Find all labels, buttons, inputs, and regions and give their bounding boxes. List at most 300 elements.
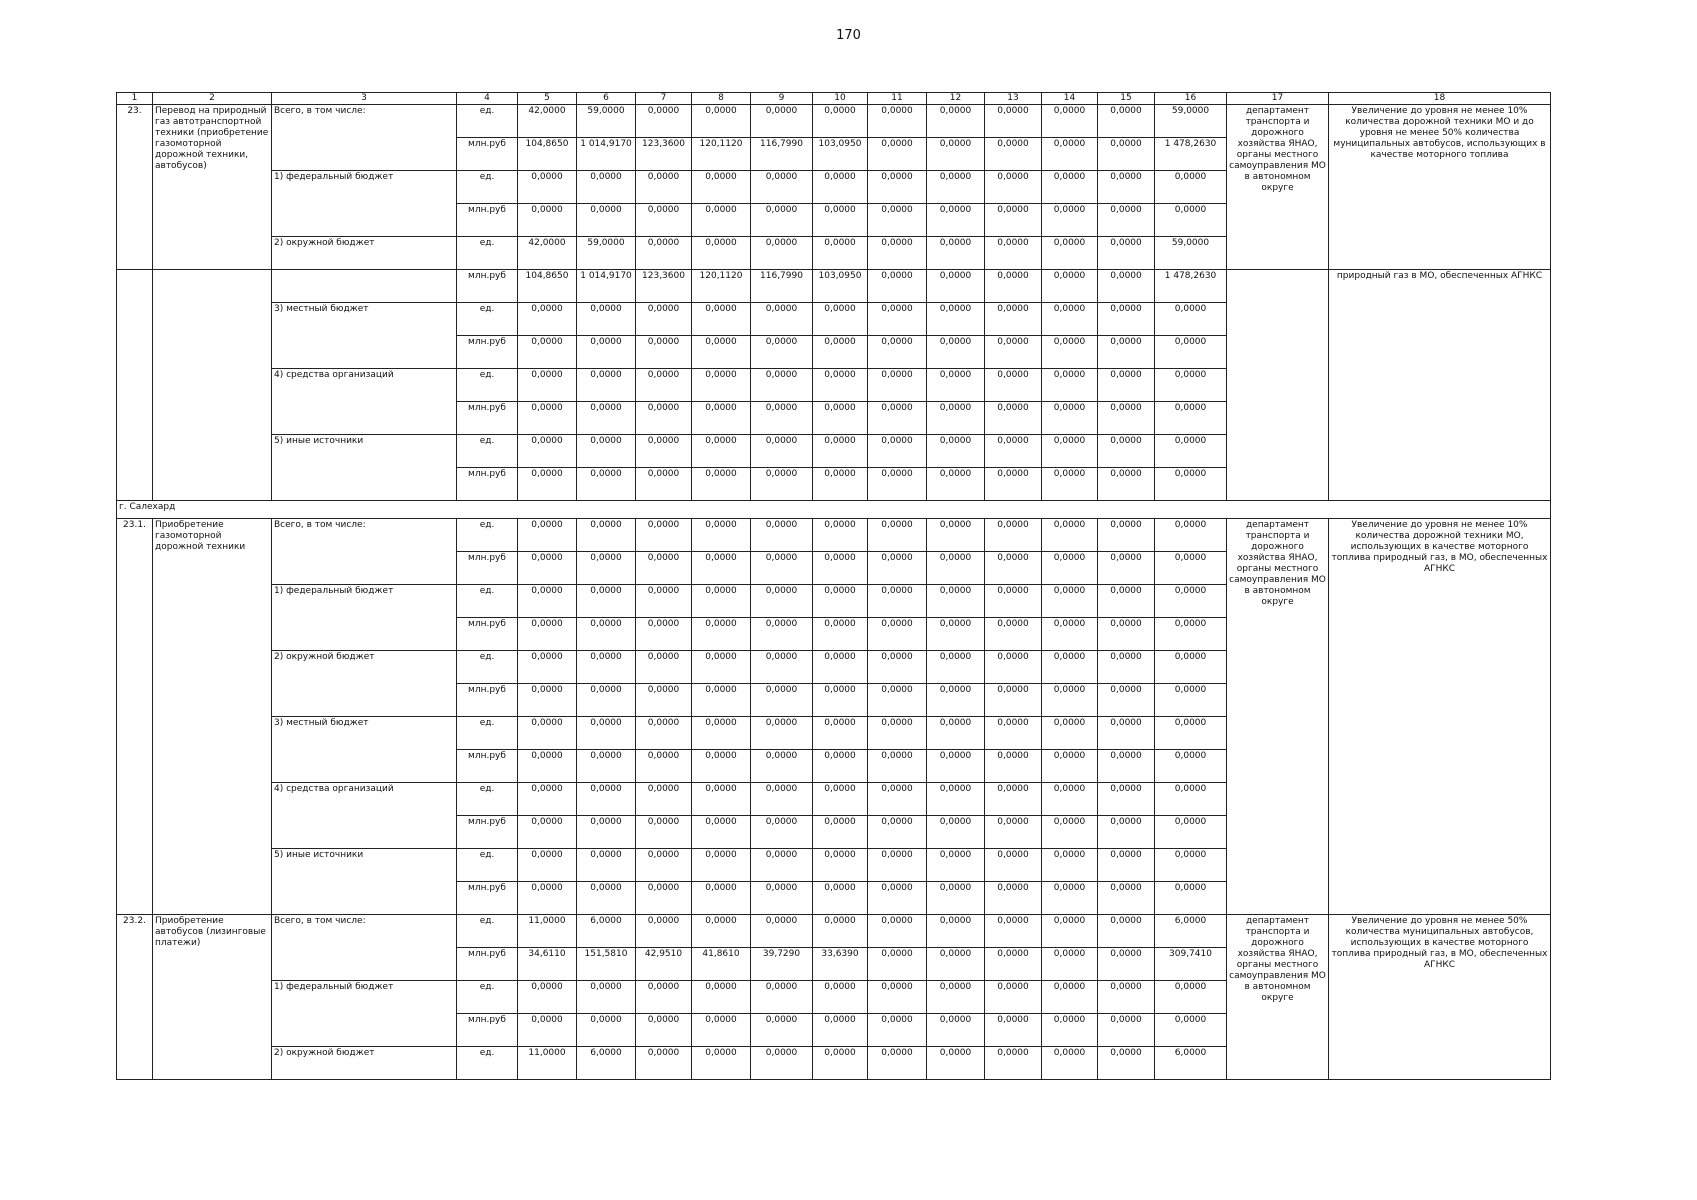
- item-name: [153, 270, 272, 501]
- value-cell: 0,0000: [1098, 618, 1155, 651]
- value-cell: 0,0000: [751, 336, 813, 369]
- unit: ед.: [457, 981, 518, 1014]
- value-cell: 0,0000: [927, 981, 985, 1014]
- value-cell: 0,0000: [1098, 1047, 1155, 1080]
- value-cell: 0,0000: [577, 468, 636, 501]
- value-cell: 59,0000: [1155, 237, 1227, 270]
- value-cell: 0,0000: [868, 552, 927, 585]
- value-cell: 0,0000: [985, 552, 1042, 585]
- column-number: 13: [985, 93, 1042, 105]
- value-cell: 0,0000: [927, 105, 985, 138]
- value-cell: 0,0000: [1155, 171, 1227, 204]
- value-cell: 0,0000: [636, 849, 692, 882]
- value-cell: 0,0000: [577, 618, 636, 651]
- unit: ед.: [457, 915, 518, 948]
- value-cell: 0,0000: [636, 171, 692, 204]
- unit: млн.руб: [457, 948, 518, 981]
- value-cell: 0,0000: [692, 468, 751, 501]
- unit: млн.руб: [457, 618, 518, 651]
- value-cell: 0,0000: [813, 915, 868, 948]
- value-cell: 0,0000: [868, 519, 927, 552]
- value-cell: 42,0000: [518, 105, 577, 138]
- unit: ед.: [457, 1047, 518, 1080]
- value-cell: 0,0000: [1155, 303, 1227, 336]
- value-cell: 0,0000: [1098, 915, 1155, 948]
- value-cell: 0,0000: [1098, 783, 1155, 816]
- value-cell: 0,0000: [577, 816, 636, 849]
- value-cell: 0,0000: [927, 1014, 985, 1047]
- value-cell: 0,0000: [751, 402, 813, 435]
- value-cell: 0,0000: [927, 336, 985, 369]
- value-cell: 0,0000: [1042, 585, 1098, 618]
- value-cell: 0,0000: [692, 1047, 751, 1080]
- value-cell: 0,0000: [813, 105, 868, 138]
- funding-source: 4) средства организаций: [272, 783, 457, 849]
- value-cell: 33,6390: [813, 948, 868, 981]
- value-cell: 0,0000: [868, 651, 927, 684]
- value-cell: 0,0000: [813, 468, 868, 501]
- value-cell: 0,0000: [751, 519, 813, 552]
- value-cell: 0,0000: [1098, 435, 1155, 468]
- value-cell: 0,0000: [985, 138, 1042, 171]
- value-cell: 0,0000: [1098, 717, 1155, 750]
- value-cell: 0,0000: [1098, 402, 1155, 435]
- value-cell: 0,0000: [1098, 237, 1155, 270]
- value-cell: 0,0000: [868, 138, 927, 171]
- value-cell: 104,8650: [518, 138, 577, 171]
- value-cell: 0,0000: [985, 402, 1042, 435]
- value-cell: 151,5810: [577, 948, 636, 981]
- value-cell: 59,0000: [577, 105, 636, 138]
- value-cell: 0,0000: [751, 684, 813, 717]
- value-cell: 0,0000: [1155, 519, 1227, 552]
- value-cell: 0,0000: [636, 105, 692, 138]
- value-cell: 0,0000: [1042, 468, 1098, 501]
- value-cell: 0,0000: [927, 816, 985, 849]
- value-cell: 0,0000: [692, 816, 751, 849]
- value-cell: 0,0000: [813, 237, 868, 270]
- value-cell: 0,0000: [985, 849, 1042, 882]
- funding-source: 2) окружной бюджет: [272, 237, 457, 270]
- value-cell: 0,0000: [577, 750, 636, 783]
- table-row: [117, 270, 1551, 303]
- unit: ед.: [457, 303, 518, 336]
- value-cell: 0,0000: [927, 369, 985, 402]
- value-cell: 0,0000: [636, 618, 692, 651]
- unit: ед.: [457, 171, 518, 204]
- unit: млн.руб: [457, 138, 518, 171]
- value-cell: 0,0000: [636, 369, 692, 402]
- value-cell: 0,0000: [985, 882, 1042, 915]
- value-cell: 0,0000: [813, 882, 868, 915]
- column-number: 7: [636, 93, 692, 105]
- value-cell: 0,0000: [927, 684, 985, 717]
- value-cell: 39,7290: [751, 948, 813, 981]
- column-number: 6: [577, 93, 636, 105]
- value-cell: 59,0000: [577, 237, 636, 270]
- value-cell: 0,0000: [1155, 882, 1227, 915]
- value-cell: 0,0000: [868, 948, 927, 981]
- value-cell: 0,0000: [927, 849, 985, 882]
- value-cell: 0,0000: [751, 882, 813, 915]
- value-cell: 0,0000: [1098, 882, 1155, 915]
- funding-source: Всего, в том числе:: [272, 105, 457, 171]
- value-cell: 0,0000: [868, 915, 927, 948]
- unit: ед.: [457, 717, 518, 750]
- value-cell: 0,0000: [1098, 816, 1155, 849]
- value-cell: 0,0000: [692, 552, 751, 585]
- funding-source: [272, 270, 457, 303]
- table-row: [117, 105, 1551, 138]
- value-cell: 0,0000: [1042, 105, 1098, 138]
- value-cell: 6,0000: [577, 1047, 636, 1080]
- value-cell: 41,8610: [692, 948, 751, 981]
- value-cell: 0,0000: [1155, 717, 1227, 750]
- value-cell: 0,0000: [927, 750, 985, 783]
- value-cell: 0,0000: [868, 204, 927, 237]
- value-cell: 0,0000: [813, 717, 868, 750]
- item-number: [117, 270, 153, 501]
- unit: ед.: [457, 237, 518, 270]
- value-cell: 0,0000: [813, 204, 868, 237]
- unit: млн.руб: [457, 684, 518, 717]
- value-cell: 0,0000: [1098, 468, 1155, 501]
- value-cell: 0,0000: [1098, 981, 1155, 1014]
- value-cell: 0,0000: [1098, 519, 1155, 552]
- funding-source: 2) окружной бюджет: [272, 1047, 457, 1080]
- value-cell: 0,0000: [692, 618, 751, 651]
- item-number: 23.1.: [117, 519, 153, 915]
- value-cell: 0,0000: [868, 369, 927, 402]
- value-cell: 1 014,9170: [577, 270, 636, 303]
- value-cell: 0,0000: [985, 468, 1042, 501]
- value-cell: 0,0000: [868, 750, 927, 783]
- value-cell: 0,0000: [927, 717, 985, 750]
- value-cell: 0,0000: [1042, 1014, 1098, 1047]
- value-cell: 0,0000: [813, 369, 868, 402]
- value-cell: 0,0000: [813, 816, 868, 849]
- value-cell: 0,0000: [692, 585, 751, 618]
- value-cell: 0,0000: [1155, 651, 1227, 684]
- value-cell: 0,0000: [985, 618, 1042, 651]
- unit: млн.руб: [457, 270, 518, 303]
- executor: [1227, 270, 1329, 501]
- value-cell: 0,0000: [518, 303, 577, 336]
- value-cell: 0,0000: [1098, 750, 1155, 783]
- value-cell: 0,0000: [1155, 981, 1227, 1014]
- value-cell: 0,0000: [813, 981, 868, 1014]
- value-cell: 0,0000: [577, 783, 636, 816]
- value-cell: 0,0000: [751, 303, 813, 336]
- budget-table: [116, 92, 1551, 1080]
- value-cell: 0,0000: [868, 402, 927, 435]
- value-cell: 0,0000: [927, 948, 985, 981]
- value-cell: 0,0000: [1155, 369, 1227, 402]
- value-cell: 0,0000: [1042, 270, 1098, 303]
- column-number: 10: [813, 93, 868, 105]
- value-cell: 6,0000: [1155, 1047, 1227, 1080]
- funding-source: 3) местный бюджет: [272, 303, 457, 369]
- value-cell: 0,0000: [636, 915, 692, 948]
- value-cell: 0,0000: [751, 552, 813, 585]
- value-cell: 0,0000: [518, 369, 577, 402]
- value-cell: 0,0000: [1042, 204, 1098, 237]
- value-cell: 0,0000: [985, 783, 1042, 816]
- table-row: [117, 519, 1551, 552]
- value-cell: 123,3600: [636, 270, 692, 303]
- column-number: 14: [1042, 93, 1098, 105]
- value-cell: 0,0000: [1042, 816, 1098, 849]
- item-name: Приобретение газомоторной дорожной техники: [153, 519, 272, 915]
- unit: ед.: [457, 369, 518, 402]
- value-cell: 0,0000: [577, 849, 636, 882]
- value-cell: 0,0000: [1042, 402, 1098, 435]
- value-cell: 0,0000: [1042, 750, 1098, 783]
- value-cell: 0,0000: [692, 171, 751, 204]
- value-cell: 0,0000: [1042, 651, 1098, 684]
- value-cell: 123,3600: [636, 138, 692, 171]
- value-cell: 0,0000: [692, 849, 751, 882]
- value-cell: 0,0000: [692, 915, 751, 948]
- value-cell: 0,0000: [1042, 618, 1098, 651]
- value-cell: 0,0000: [985, 435, 1042, 468]
- unit: ед.: [457, 585, 518, 618]
- value-cell: 0,0000: [577, 435, 636, 468]
- value-cell: 0,0000: [985, 717, 1042, 750]
- value-cell: 0,0000: [927, 435, 985, 468]
- value-cell: 0,0000: [868, 336, 927, 369]
- column-number: 5: [518, 93, 577, 105]
- value-cell: 0,0000: [868, 270, 927, 303]
- value-cell: 0,0000: [813, 1014, 868, 1047]
- column-number: 15: [1098, 93, 1155, 105]
- value-cell: 0,0000: [813, 1047, 868, 1080]
- value-cell: 0,0000: [1155, 750, 1227, 783]
- value-cell: 0,0000: [518, 171, 577, 204]
- value-cell: 0,0000: [577, 552, 636, 585]
- value-cell: 0,0000: [985, 237, 1042, 270]
- unit: ед.: [457, 651, 518, 684]
- value-cell: 0,0000: [636, 717, 692, 750]
- value-cell: 0,0000: [1042, 237, 1098, 270]
- value-cell: 0,0000: [692, 336, 751, 369]
- value-cell: 0,0000: [692, 882, 751, 915]
- city-row: [117, 501, 1551, 519]
- value-cell: 0,0000: [813, 849, 868, 882]
- value-cell: 0,0000: [692, 369, 751, 402]
- funding-source: 3) местный бюджет: [272, 717, 457, 783]
- value-cell: 0,0000: [636, 750, 692, 783]
- value-cell: 0,0000: [868, 717, 927, 750]
- value-cell: 0,0000: [868, 783, 927, 816]
- item-number: 23.2.: [117, 915, 153, 1080]
- value-cell: 0,0000: [1098, 204, 1155, 237]
- value-cell: 0,0000: [868, 435, 927, 468]
- value-cell: 0,0000: [636, 1047, 692, 1080]
- value-cell: 0,0000: [927, 468, 985, 501]
- value-cell: 0,0000: [692, 717, 751, 750]
- value-cell: 0,0000: [813, 402, 868, 435]
- value-cell: 0,0000: [692, 981, 751, 1014]
- value-cell: 0,0000: [636, 585, 692, 618]
- value-cell: 0,0000: [927, 204, 985, 237]
- value-cell: 0,0000: [927, 585, 985, 618]
- value-cell: 0,0000: [1042, 138, 1098, 171]
- column-number: 11: [868, 93, 927, 105]
- value-cell: 0,0000: [518, 552, 577, 585]
- value-cell: 0,0000: [692, 435, 751, 468]
- value-cell: 104,8650: [518, 270, 577, 303]
- unit: млн.руб: [457, 750, 518, 783]
- value-cell: 0,0000: [1042, 783, 1098, 816]
- value-cell: 0,0000: [1098, 552, 1155, 585]
- value-cell: 0,0000: [518, 402, 577, 435]
- value-cell: 0,0000: [868, 981, 927, 1014]
- value-cell: 42,0000: [518, 237, 577, 270]
- value-cell: 0,0000: [1155, 816, 1227, 849]
- table-row: [117, 915, 1551, 948]
- value-cell: 0,0000: [636, 816, 692, 849]
- value-cell: 0,0000: [813, 783, 868, 816]
- value-cell: 0,0000: [751, 816, 813, 849]
- value-cell: 0,0000: [751, 585, 813, 618]
- funding-source: 5) иные источники: [272, 849, 457, 915]
- value-cell: 0,0000: [813, 750, 868, 783]
- value-cell: 0,0000: [1155, 552, 1227, 585]
- value-cell: 0,0000: [1155, 849, 1227, 882]
- value-cell: 0,0000: [985, 981, 1042, 1014]
- value-cell: 0,0000: [751, 171, 813, 204]
- value-cell: 0,0000: [1098, 171, 1155, 204]
- column-number-header: [117, 93, 1551, 105]
- value-cell: 0,0000: [577, 585, 636, 618]
- value-cell: 0,0000: [577, 684, 636, 717]
- value-cell: 0,0000: [518, 519, 577, 552]
- column-number: 4: [457, 93, 518, 105]
- unit: ед.: [457, 849, 518, 882]
- value-cell: 6,0000: [577, 915, 636, 948]
- value-cell: 0,0000: [751, 717, 813, 750]
- value-cell: 0,0000: [927, 138, 985, 171]
- value-cell: 0,0000: [1042, 303, 1098, 336]
- column-number: 17: [1227, 93, 1329, 105]
- value-cell: 0,0000: [636, 204, 692, 237]
- value-cell: 42,9510: [636, 948, 692, 981]
- value-cell: 0,0000: [1042, 336, 1098, 369]
- column-number: 2: [153, 93, 272, 105]
- value-cell: 0,0000: [927, 783, 985, 816]
- value-cell: 0,0000: [751, 204, 813, 237]
- value-cell: 103,0950: [813, 270, 868, 303]
- value-cell: 0,0000: [1042, 849, 1098, 882]
- unit: ед.: [457, 519, 518, 552]
- column-number: 18: [1329, 93, 1551, 105]
- value-cell: 1 478,2630: [1155, 138, 1227, 171]
- value-cell: 0,0000: [813, 618, 868, 651]
- value-cell: 0,0000: [927, 171, 985, 204]
- value-cell: 0,0000: [577, 519, 636, 552]
- value-cell: 0,0000: [868, 684, 927, 717]
- value-cell: 116,7990: [751, 138, 813, 171]
- value-cell: 34,6110: [518, 948, 577, 981]
- value-cell: 59,0000: [1155, 105, 1227, 138]
- value-cell: 0,0000: [1098, 369, 1155, 402]
- value-cell: 0,0000: [813, 435, 868, 468]
- value-cell: 0,0000: [518, 783, 577, 816]
- value-cell: 0,0000: [751, 468, 813, 501]
- value-cell: 0,0000: [518, 717, 577, 750]
- value-cell: 0,0000: [518, 816, 577, 849]
- value-cell: 0,0000: [1098, 336, 1155, 369]
- value-cell: 0,0000: [1042, 915, 1098, 948]
- value-cell: 0,0000: [692, 303, 751, 336]
- value-cell: 0,0000: [518, 684, 577, 717]
- column-number: 3: [272, 93, 457, 105]
- unit: млн.руб: [457, 882, 518, 915]
- value-cell: 0,0000: [927, 303, 985, 336]
- value-cell: 0,0000: [985, 915, 1042, 948]
- value-cell: 0,0000: [985, 1014, 1042, 1047]
- value-cell: 0,0000: [985, 948, 1042, 981]
- expected-result: Увеличение до уровня не менее 10% количества дорожной техники МО, использующих в качестве моторного топлива природный газ, в МО, обеспеченных АГНКС: [1329, 519, 1551, 915]
- item-name: Перевод на природный газ автотранспортной техники (приобретение газомоторной дорожной техники, автобусов): [153, 105, 272, 270]
- value-cell: 0,0000: [692, 684, 751, 717]
- value-cell: 0,0000: [518, 435, 577, 468]
- value-cell: 0,0000: [927, 915, 985, 948]
- value-cell: 0,0000: [636, 783, 692, 816]
- value-cell: 0,0000: [813, 585, 868, 618]
- value-cell: 0,0000: [1155, 618, 1227, 651]
- executor: департамент транспорта и дорожного хозяйства ЯНАО, органы местного самоуправления МО в автономном округе: [1227, 519, 1329, 915]
- value-cell: 0,0000: [751, 618, 813, 651]
- value-cell: 0,0000: [985, 519, 1042, 552]
- value-cell: 0,0000: [1042, 1047, 1098, 1080]
- value-cell: 0,0000: [868, 816, 927, 849]
- value-cell: 0,0000: [985, 105, 1042, 138]
- unit: млн.руб: [457, 552, 518, 585]
- funding-source: Всего, в том числе:: [272, 915, 457, 981]
- value-cell: 0,0000: [692, 237, 751, 270]
- value-cell: 0,0000: [813, 552, 868, 585]
- value-cell: 0,0000: [518, 468, 577, 501]
- value-cell: 0,0000: [692, 519, 751, 552]
- value-cell: 0,0000: [868, 585, 927, 618]
- value-cell: 120,1120: [692, 138, 751, 171]
- value-cell: 0,0000: [868, 237, 927, 270]
- value-cell: 0,0000: [813, 684, 868, 717]
- value-cell: 0,0000: [868, 849, 927, 882]
- value-cell: 0,0000: [813, 651, 868, 684]
- page-number: 170: [836, 28, 861, 43]
- value-cell: 0,0000: [636, 402, 692, 435]
- column-number: 9: [751, 93, 813, 105]
- value-cell: 0,0000: [927, 651, 985, 684]
- funding-source: Всего, в том числе:: [272, 519, 457, 585]
- unit: ед.: [457, 105, 518, 138]
- value-cell: 0,0000: [927, 882, 985, 915]
- value-cell: 0,0000: [692, 105, 751, 138]
- executor: департамент транспорта и дорожного хозяйства ЯНАО, органы местного самоуправления МО в автономном округе: [1227, 105, 1329, 270]
- value-cell: 0,0000: [518, 750, 577, 783]
- unit: млн.руб: [457, 402, 518, 435]
- value-cell: 0,0000: [813, 336, 868, 369]
- value-cell: 0,0000: [813, 519, 868, 552]
- value-cell: 0,0000: [985, 369, 1042, 402]
- expected-result: природный газ в МО, обеспеченных АГНКС: [1329, 270, 1551, 501]
- funding-source: 1) федеральный бюджет: [272, 981, 457, 1047]
- value-cell: 0,0000: [751, 237, 813, 270]
- value-cell: 0,0000: [1098, 1014, 1155, 1047]
